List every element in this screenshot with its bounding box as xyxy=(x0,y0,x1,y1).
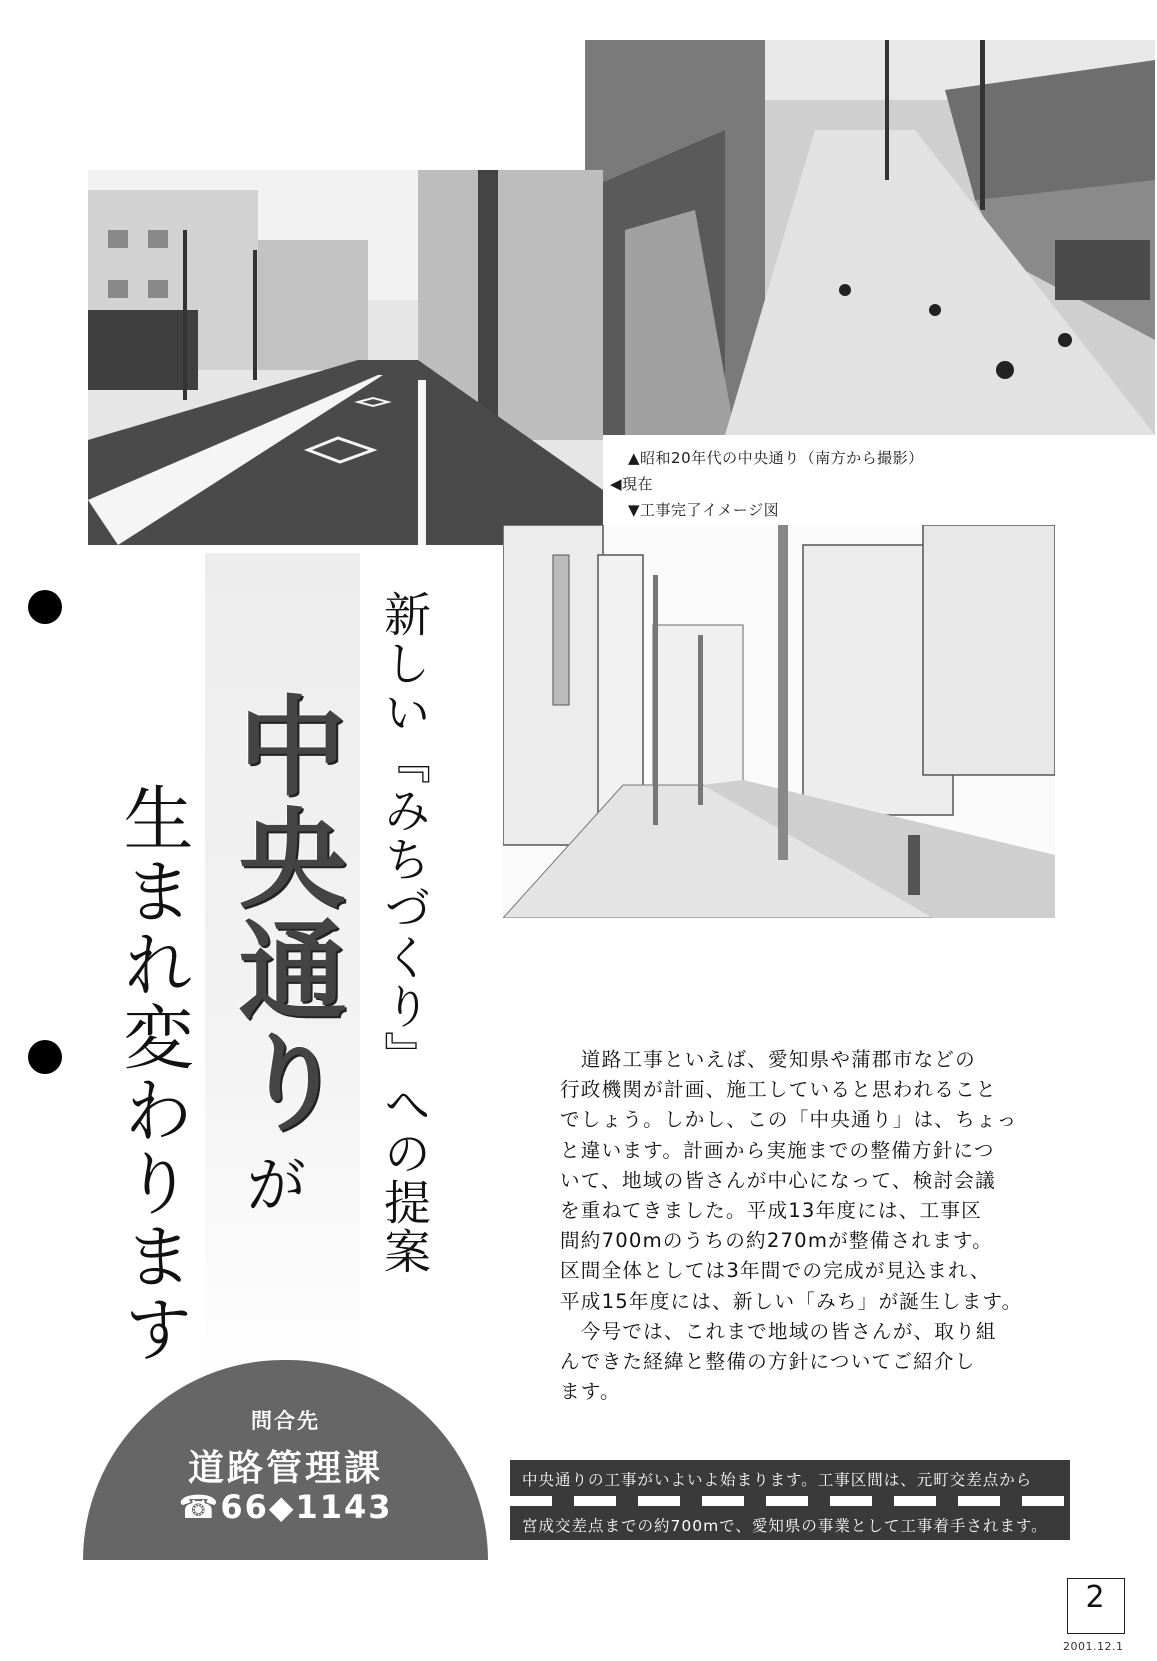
body-line: 今号では、これまで地域の皆さんが、取り組 xyxy=(560,1319,997,1343)
issue-date: 2001.12.1 xyxy=(1063,1640,1124,1653)
contact-panel xyxy=(83,1360,488,1560)
body-line: 道路工事といえば、愛知県や蒲郡市などの xyxy=(560,1048,976,1071)
contact-department: 道路管理課 xyxy=(187,1448,383,1489)
contact-label: 問合先 xyxy=(251,1409,320,1433)
body-line: んできた経緯と整備の方針についてご紹介し xyxy=(560,1350,976,1374)
article-body xyxy=(560,1045,1045,1407)
body-line: 行政機関が計画、施工していると思われること xyxy=(560,1078,997,1102)
notice-line-2: 宮成交差点までの約700mで、愛知県の事業として工事着手されます。 xyxy=(522,1517,1048,1535)
body-line: ます。 xyxy=(560,1380,621,1404)
punch-hole xyxy=(28,1040,62,1074)
current-street-photo xyxy=(88,170,603,545)
body-line: 平成15年度には、新しい「みち」が誕生します。 xyxy=(560,1289,1023,1313)
contact-phone: ☎66◆1143 xyxy=(178,1488,393,1526)
old-street-photo xyxy=(585,40,1155,435)
body-line: いて、地域の皆さんが中心になって、検討会議 xyxy=(560,1168,996,1192)
construction-notice xyxy=(510,1460,1070,1540)
page-number: 2 xyxy=(1085,1580,1105,1615)
punch-hole xyxy=(28,590,62,624)
road-dash-divider xyxy=(510,1496,1070,1506)
notice-line-1: 中央通りの工事がいよいよ始まります。工事区間は、元町交差点から xyxy=(522,1471,1033,1489)
body-line: 区間全体としては3年間での完成が見込まれ、 xyxy=(560,1259,991,1283)
body-line: でしょう。しかし、この「中央通り」は、ちょっ xyxy=(560,1108,1018,1132)
headline-subtitle: 新しい『みちづくり』への提案 xyxy=(376,590,431,1276)
completion-image-sketch xyxy=(503,525,1055,918)
headline-ending: 生まれ変わります xyxy=(112,782,194,1366)
body-line: 間約700mのうちの約270mが整備されます。 xyxy=(560,1229,993,1253)
headline-particle: が xyxy=(235,1152,308,1214)
caption-image-drawing: ▼工事完了イメージ図 xyxy=(628,501,780,519)
body-line: と違います。計画から実施までの整備方針につ xyxy=(560,1138,995,1162)
caption-current-photo: ◀現在 xyxy=(610,475,654,493)
headline-main: 中央通り xyxy=(220,690,345,1138)
caption-old-photo: ▲昭和20年代の中央通り（南方から撮影） xyxy=(628,449,924,467)
body-line: を重ねてきました。平成13年度には、工事区 xyxy=(560,1199,982,1223)
